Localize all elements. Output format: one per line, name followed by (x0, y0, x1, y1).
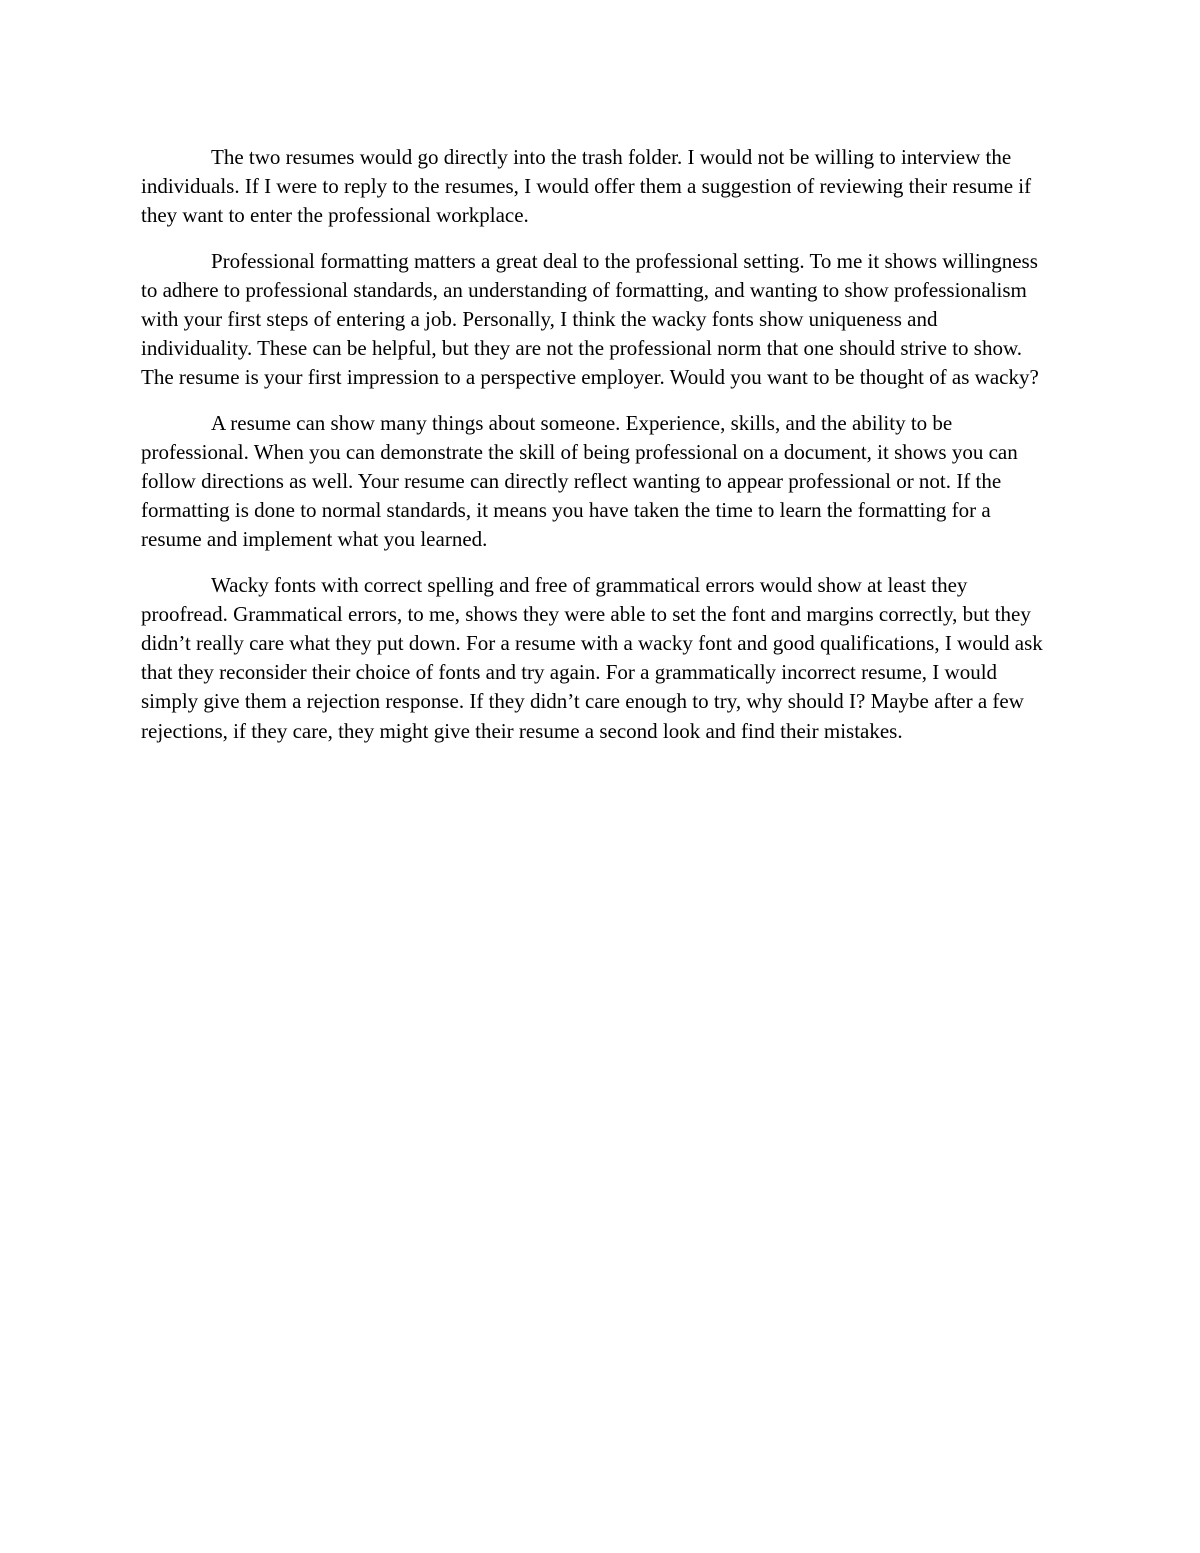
paragraph-3: A resume can show many things about someone. Experience, skills, and the ability to be professional. When you can demonstrate the skill of being professional on a document, it shows you can follow directions as well. Your resume can directly reflect wanting to appear professional or not. If the formatting is done to normal standards, it means you have taken the time to learn the formatting for a resume and implement what you learned. (141, 410, 1018, 552)
document-body (141, 143, 1053, 762)
paragraph-4: Wacky fonts with correct spelling and free of grammatical errors would show at least they proofread. Grammatical errors, to me, shows they were able to set the font and margins correctly, but they didn’t really care what they put down. For a resume with a wacky font and good qualifications, I would ask that they reconsider their choice of fonts and try again. For a grammatically incorrect resume, I would simply give them a rejection response. If they didn’t care enough to try, why should I? Maybe after a few rejections, if they care, they might give their resume a second look and find their mistakes. (141, 572, 1043, 743)
paragraph-1: The two resumes would go directly into the trash folder. I would not be willing to interview the individuals. If I were to reply to the resumes, I would offer them a suggestion of reviewing their resume if they want to enter the professional workplace. (141, 145, 1032, 228)
paragraph-2: Professional formatting matters a great deal to the professional setting. To me it shows willingness to adhere to professional standards, an understanding of formatting, and wanting to show professionalism with your first steps of entering a job. Personally, I think the wacky fonts show uniqueness and individuality. These can be helpful, but they are not the professional norm that one should strive to show. The resume is your first impression to a perspective employer. Would you want to be thought of as wacky? (141, 248, 1039, 390)
